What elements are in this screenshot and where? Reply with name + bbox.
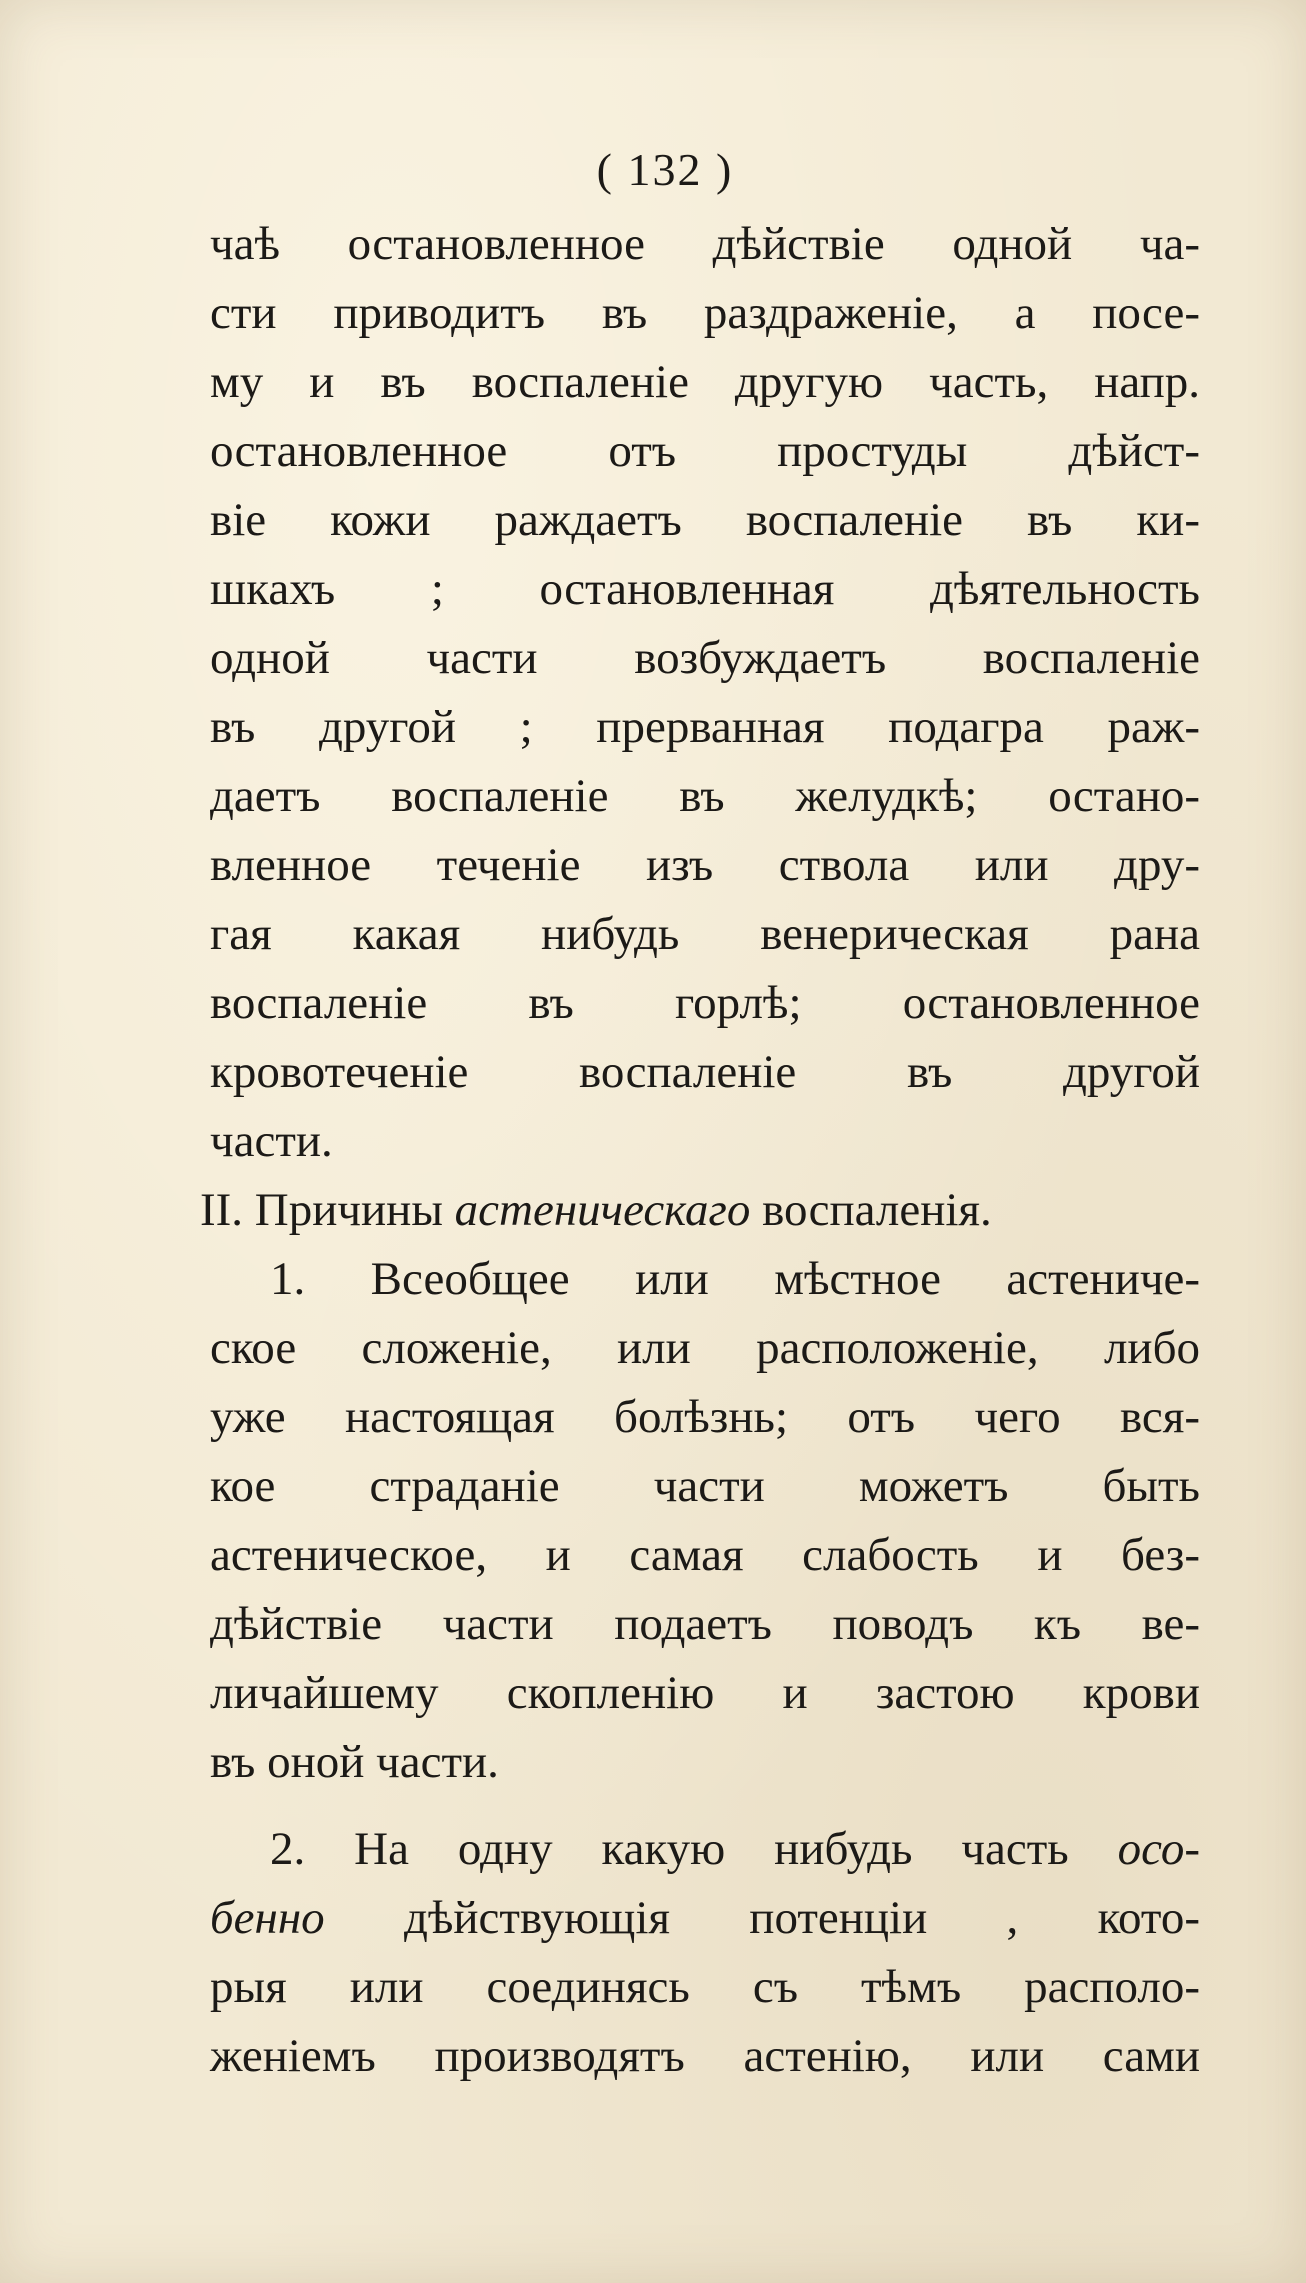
text-line: 1. Всеобщее или мѣстное астениче- [270,1253,1200,1305]
text-line: кое страданіе части можетъ быть [210,1460,1200,1512]
item-2-line-1-text: 2. На одну какую нибудь часть [270,1823,1069,1875]
text-block [200,130,1201,2091]
text-line: сти приводитъ въ раздраженіе, а посе- [210,287,1200,339]
text-line [210,1884,1200,1953]
text-line: чаѣ остановленное дѣйствіе одной ча- [210,218,1200,270]
text-line: воспаленіе въ горлѣ; остановленное [210,977,1200,1029]
paragraph-continued [210,210,1200,1176]
text-line: вленное теченіе изъ ствола или дру- [210,839,1200,891]
heading-italic: астеническаго [454,1184,751,1236]
text-line: части. [210,1115,333,1167]
text-line: одной части возбуждаетъ воспаленіе [210,632,1200,684]
text-line: ское сложеніе, или расположеніе, либо [210,1322,1200,1374]
text-line: кровотеченіе воспаленіе въ другой [210,1046,1200,1098]
text-line: шкахъ ; остановленная дѣятельность [210,563,1200,615]
text-line: дѣйствіе части подаетъ поводъ къ ве- [210,1598,1200,1650]
text-line: гая какая нибудь венерическая рана [210,908,1200,960]
text-line [210,1815,1200,1884]
text-line: астеническое, и самая слабость и без- [210,1529,1200,1581]
text-line: уже настоящая болѣзнь; отъ чего вся- [210,1391,1200,1443]
heading-suffix: воспаленія. [762,1184,992,1236]
item-2-line-1-italic: осо- [1117,1823,1201,1875]
text-line: даетъ воспаленіе въ желудкѣ; остано- [210,770,1200,822]
text-line: рыя или соединясь съ тѣмъ располо- [210,1961,1200,2013]
text-line: женіемъ производятъ астенію, или сами [210,2030,1200,2082]
section-heading [200,1176,1200,1245]
item-2-paragraph [210,1815,1200,2091]
text-line: въ оной части. [210,1736,499,1788]
heading-prefix: II. Причины [200,1184,443,1236]
item-2-line-2-text: дѣйствующія потенціи , кото- [403,1892,1201,1944]
text-line: въ другой ; прерванная подагра раж- [210,701,1200,753]
text-line: личайшему скопленію и застою крови [210,1667,1200,1719]
paragraph-gap [210,1797,1200,1815]
text-line: віе кожи раждаетъ воспаленіе въ ки- [210,494,1200,546]
page-number: ( 132 ) [596,144,734,195]
item-1-paragraph [210,1245,1200,1797]
text-line: остановленное отъ простуды дѣйст- [210,425,1200,477]
item-2-line-2-italic: бенно [210,1892,325,1944]
text-line: му и въ воспаленіе другую часть, напр. [210,356,1200,408]
